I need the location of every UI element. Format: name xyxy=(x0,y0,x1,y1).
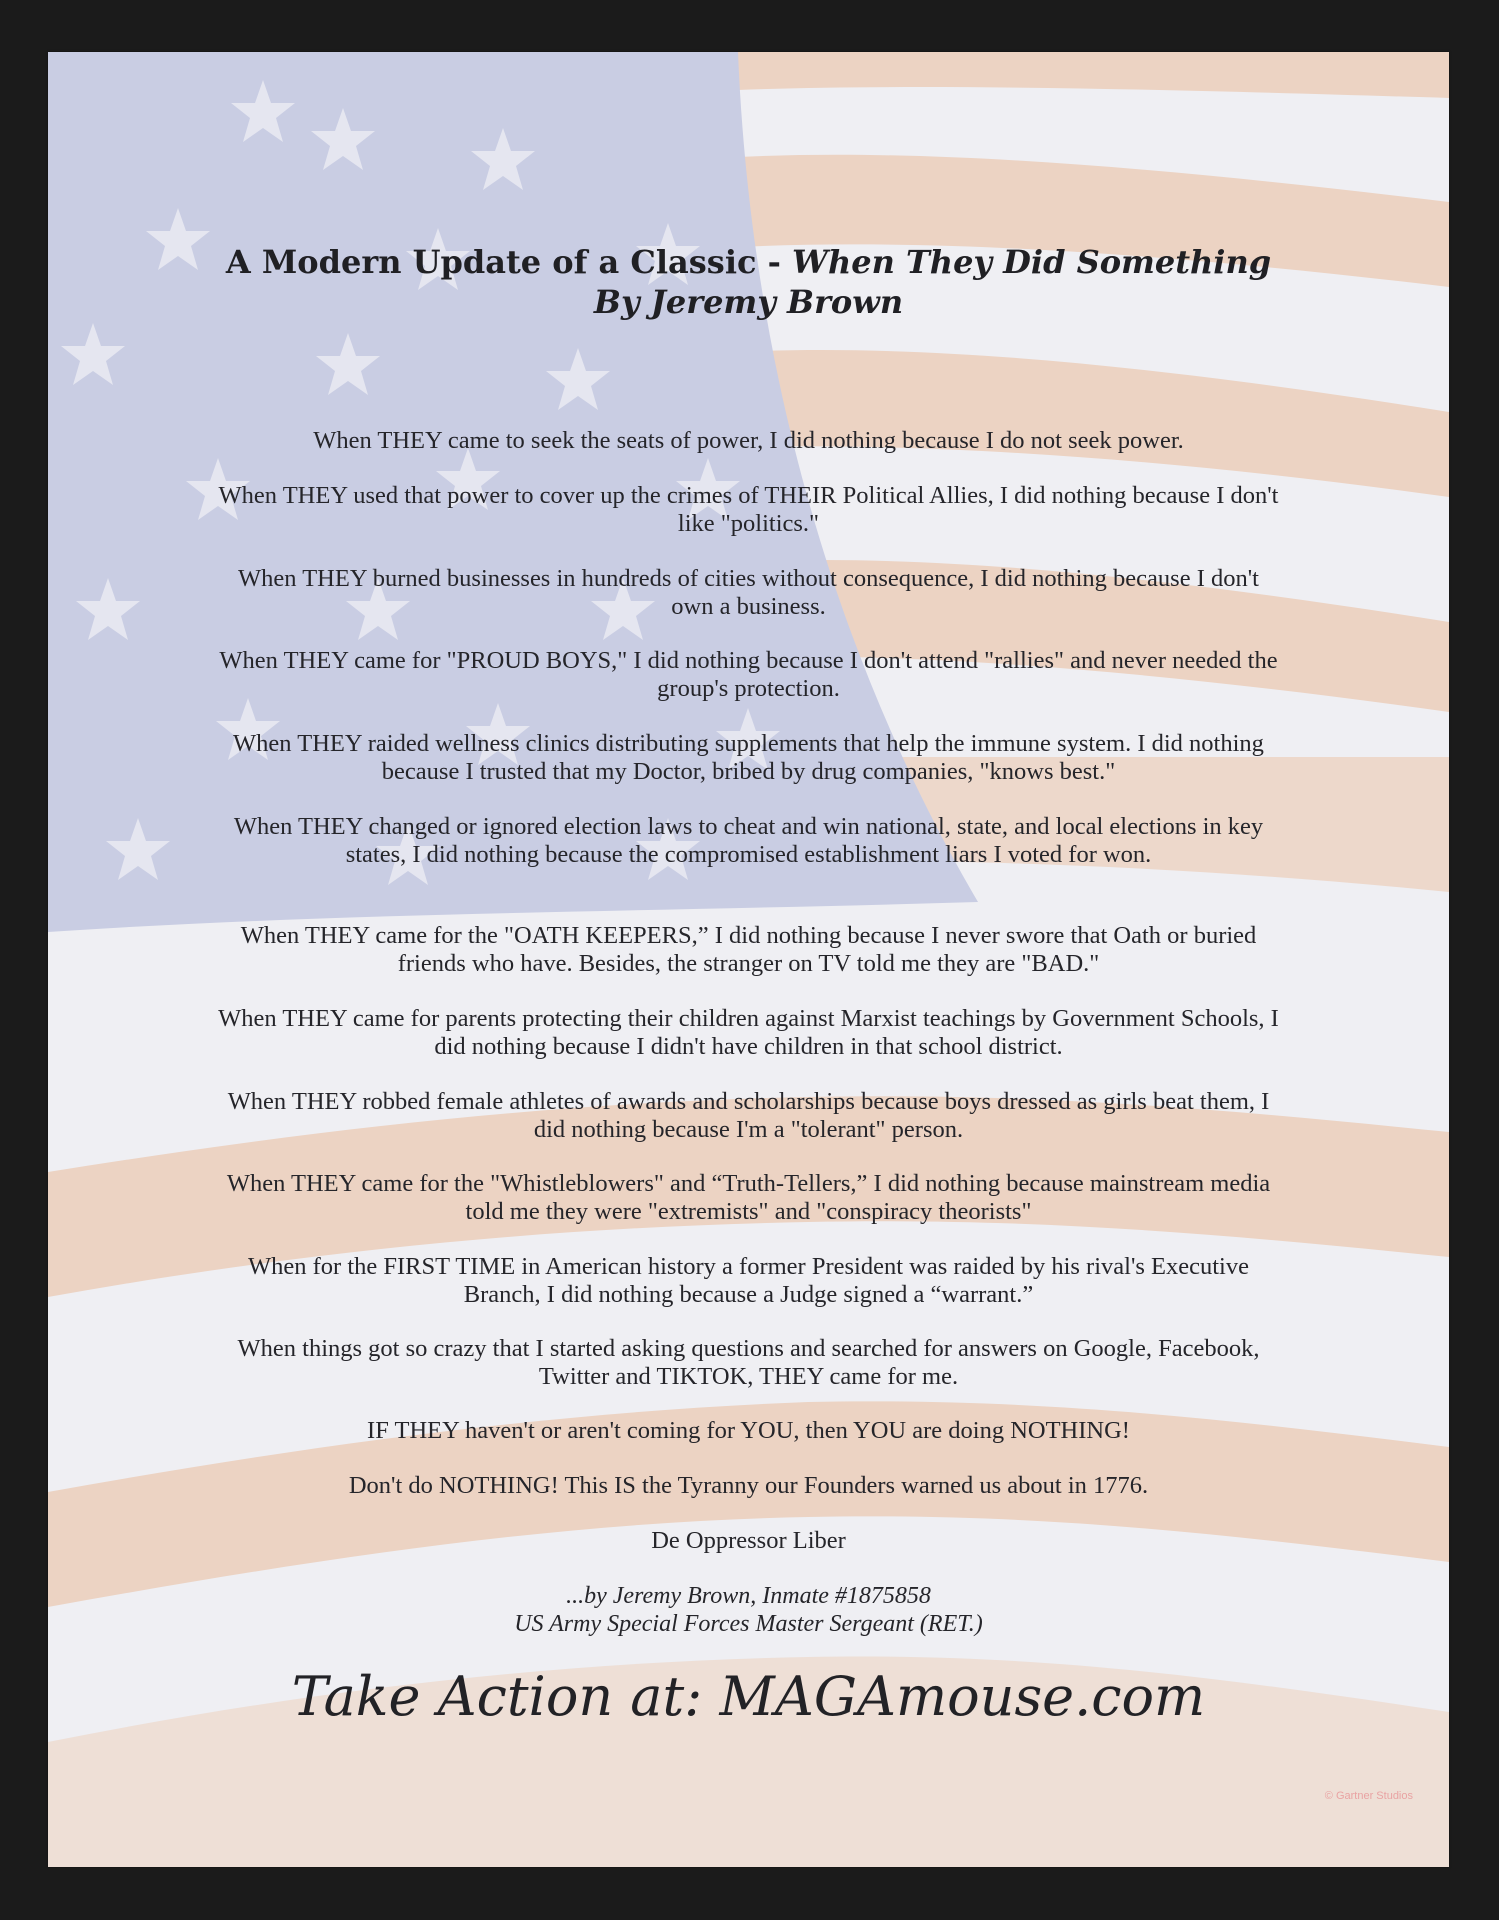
stanza-8: When THEY came for parents protecting their children against Marxist teachings by Government Schools, I did nothing because I didn't have children in that school district. xyxy=(218,1005,1279,1060)
signature-line-1: ...by Jeremy Brown, Inmate #1875858 xyxy=(566,1583,931,1609)
copyright-credit: © Gartner Studios xyxy=(1324,1790,1413,1802)
stanza-10: When THEY came for the "Whistleblowers" and “Truth-Tellers,” I did nothing because mainstream media told me they were "extremists" and "conspiracy theorists" xyxy=(226,1170,1271,1225)
flyer-sheet xyxy=(48,52,1449,1867)
title-author: By Jeremy Brown xyxy=(593,283,904,321)
stanza-1: When THEY came to seek the seats of power, I did nothing because I do not seek power. xyxy=(313,427,1184,454)
stanza-11: When for the FIRST TIME in American history a former President was raided by his rival's Executive Branch, I did nothing because a Judge signed a “warrant.” xyxy=(248,1253,1249,1308)
stanza-12: When things got so crazy that I started asking questions and searched for answers on Google, Facebook, Twitter and TIKTOK, THEY came for me. xyxy=(237,1335,1260,1390)
stanza-5: When THEY raided wellness clinics distributing supplements that help the immune system. I did nothing because I trusted that my Doctor, bribed by drug companies, "knows best." xyxy=(233,730,1264,785)
stanza-9: When THEY robbed female athletes of awards and scholarships because boys dressed as girls beat them, I did nothing because I'm a "tolerant" person. xyxy=(227,1088,1270,1143)
call-to-action: Take Action at: MAGAmouse.com xyxy=(291,1665,1206,1728)
stanza-2: When THEY used that power to cover up the crimes of THEIR Political Allies, I did nothing because I don't like "politics." xyxy=(218,482,1279,537)
stanza-3: When THEY burned businesses in hundreds of cities without consequence, I did nothing because I don't own a business. xyxy=(238,565,1259,620)
stanza-14: Don't do NOTHING! This IS the Tyranny our Founders warned us about in 1776. xyxy=(348,1472,1149,1499)
signature-line-2: US Army Special Forces Master Sergeant (RET.) xyxy=(514,1611,983,1637)
stanza-13: IF THEY haven't or aren't coming for YOU, then YOU are doing NOTHING! xyxy=(367,1417,1130,1444)
stanza-7: When THEY came for the "OATH KEEPERS,” I did nothing because I never swore that Oath or buried friends who have. Besides, the stranger on TV told me they are "BAD." xyxy=(240,922,1257,977)
stanza-6: When THEY changed or ignored election laws to cheat and win national, state, and local elections in key states, I did nothing because the compromised establishment liars I voted for won. xyxy=(233,813,1264,868)
poem-title xyxy=(148,242,1349,322)
title-italic: When They Did Something xyxy=(792,243,1272,281)
flyer-content xyxy=(48,52,1449,1867)
stanza-4: When THEY came for "PROUD BOYS," I did nothing because I don't attend "rallies" and never needed the group's protection. xyxy=(219,647,1278,702)
motto: De Oppressor Liber xyxy=(651,1527,846,1554)
title-main: A Modern Update of a Classic - xyxy=(225,243,793,281)
